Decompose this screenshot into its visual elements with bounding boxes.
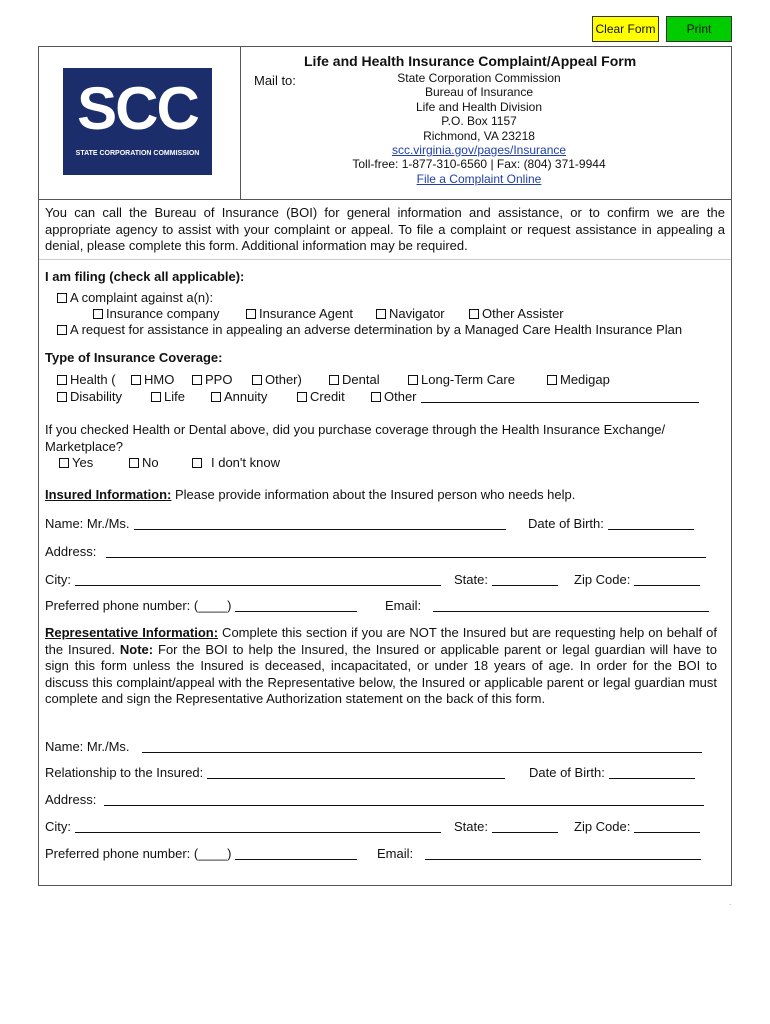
exchange-no-option: No: [129, 455, 159, 470]
filing-heading: I am filing (check all applicable):: [45, 269, 245, 284]
insured-name-row: Name: Mr./Ms.: [45, 516, 510, 531]
disability-checkbox[interactable]: [57, 392, 67, 402]
complaint-checkbox[interactable]: [57, 293, 67, 303]
address-line: P.O. Box 1157: [441, 114, 517, 129]
disability-option: Disability: [57, 389, 122, 404]
other-coverage-checkbox[interactable]: [371, 392, 381, 402]
logo-letters: SCC: [77, 75, 198, 142]
rep-phone-row: Preferred phone number: (____): [45, 846, 361, 861]
medigap-option: Medigap: [547, 372, 610, 387]
note-label: Note:: [119, 641, 154, 657]
insured-state-field[interactable]: [492, 573, 558, 586]
credit-checkbox[interactable]: [297, 392, 307, 402]
health-option: Health (: [57, 372, 116, 387]
medigap-checkbox[interactable]: [547, 375, 557, 385]
rep-dob-field[interactable]: [609, 766, 695, 779]
insurance-company-checkbox[interactable]: [93, 309, 103, 319]
insured-state-row: State:: [454, 572, 562, 587]
annuity-checkbox[interactable]: [211, 392, 221, 402]
insured-phone-row: Preferred phone number: (____): [45, 598, 361, 613]
representative-heading: Representative Information:: [45, 625, 219, 640]
appeal-checkbox[interactable]: [57, 325, 67, 335]
insured-heading-line: [45, 487, 575, 502]
representative-paragraph: Representative Information: Complete this section if you are NOT the Insured but are requesting help on behalf of the Insured. Note: For the BOI to help the Insured, the Insured or applicable parent or legal guardian will have to sign this form unless the Insured is deceased, incapacitated, or under 18 years of age. In order for the BOI to discuss this complaint/appeal with the Representative below, the Insured or applicable parent or legal guardian must complete and sign the Representative Authorization statement on the back of this form.: [45, 625, 717, 706]
long-term-care-option: Long-Term Care: [408, 372, 515, 387]
rep-email-field[interactable]: [425, 847, 701, 860]
exchange-question: If you checked Health or Dental above, did you purchase coverage through the Health Insurance Exchange/ Marketplace?: [45, 422, 666, 454]
life-option: Life: [151, 389, 185, 404]
rep-dob-row: Date of Birth:: [529, 765, 699, 780]
insured-city-field[interactable]: [75, 573, 441, 586]
insurance-company-option: Insurance company: [93, 306, 219, 321]
life-checkbox[interactable]: [151, 392, 161, 402]
address-line: Life and Health Division: [415, 99, 543, 114]
insured-dob-row: Date of Birth:: [528, 516, 698, 531]
logo-subtitle: STATE CORPORATION COMMISSION: [75, 150, 200, 157]
rep-zip-field[interactable]: [634, 820, 700, 833]
insured-dob-field[interactable]: [608, 517, 694, 530]
rep-state-row: State:: [454, 819, 562, 834]
insurance-agent-option: Insurance Agent: [246, 306, 353, 321]
health-other-option: Other): [252, 372, 302, 387]
form-title: Life and Health Insurance Complaint/Appeal Form: [304, 53, 637, 69]
dental-checkbox[interactable]: [329, 375, 339, 385]
exchange-dont-know-checkbox[interactable]: [192, 458, 202, 468]
insured-description: Please provide information about the Insured person who needs help.: [171, 487, 576, 502]
other-assister-option: Other Assister: [469, 306, 564, 321]
address-line: Bureau of Insurance: [424, 85, 534, 100]
insured-name-field[interactable]: [134, 517, 506, 530]
ppo-checkbox[interactable]: [192, 375, 202, 385]
insured-zip-row: Zip Code:: [574, 572, 704, 587]
intro-paragraph: You can call the Bureau of Insurance (BOI) for general information and assistance, or to confirm we are the appropriate agency to assist with your complaint or appeal. To file a complaint or request assistance in appealing a denial, please complete this form. Additional information may be required.: [45, 205, 725, 253]
hmo-checkbox[interactable]: [131, 375, 141, 385]
complaint-option: A complaint against a(n):: [57, 290, 213, 305]
phone-fax: Toll-free: 1-877-310-6560 | Fax: (804) 371-9944: [352, 157, 606, 172]
scc-logo: [63, 68, 212, 175]
exchange-no-checkbox[interactable]: [129, 458, 139, 468]
insured-email-field[interactable]: [433, 599, 709, 612]
insurance-agent-checkbox[interactable]: [246, 309, 256, 319]
rep-zip-row: Zip Code:: [574, 819, 704, 834]
rep-address-row: Address:: [45, 792, 708, 807]
credit-option: Credit: [297, 389, 345, 404]
insured-address-field[interactable]: [106, 545, 706, 558]
annuity-option: Annuity: [211, 389, 267, 404]
rep-state-field[interactable]: [492, 820, 558, 833]
coverage-heading: Type of Insurance Coverage:: [45, 350, 223, 365]
appeal-option: A request for assistance in appealing an adverse determination by a Managed Care Health Insurance Plan: [57, 322, 682, 337]
rep-city-row: City:: [45, 819, 445, 834]
print-button[interactable]: Print: [666, 16, 732, 42]
insured-city-row: City:: [45, 572, 445, 587]
health-checkbox[interactable]: [57, 375, 67, 385]
other-assister-checkbox[interactable]: [469, 309, 479, 319]
hmo-option: HMO: [131, 372, 174, 387]
rep-email-row: Email:: [377, 846, 705, 861]
clear-form-button[interactable]: Clear Form: [592, 16, 659, 42]
address-line: State Corporation Commission: [397, 71, 561, 85]
other-coverage-option: Other: [371, 389, 703, 404]
mailing-address: [339, 71, 619, 186]
website-link[interactable]: scc.virginia.gov/pages/Insurance: [391, 143, 567, 158]
divider: [39, 259, 731, 260]
insured-email-row: Email:: [385, 598, 713, 613]
health-other-checkbox[interactable]: [252, 375, 262, 385]
exchange-dont-know-option: I don't know: [192, 455, 280, 470]
file-complaint-online-link[interactable]: File a Complaint Online: [416, 171, 542, 186]
rep-relationship-row: Relationship to the Insured:: [45, 765, 509, 780]
mail-to-label: Mail to:: [254, 73, 296, 88]
navigator-checkbox[interactable]: [376, 309, 386, 319]
rep-city-field[interactable]: [75, 820, 441, 833]
rep-phone-field[interactable]: [235, 847, 357, 860]
long-term-care-checkbox[interactable]: [408, 375, 418, 385]
address-line: Richmond, VA 23218: [423, 128, 535, 143]
insured-zip-field[interactable]: [634, 573, 700, 586]
ppo-option: PPO: [192, 372, 232, 387]
exchange-yes-checkbox[interactable]: [59, 458, 69, 468]
page-mark: .: [729, 898, 732, 907]
other-coverage-field[interactable]: [421, 390, 699, 403]
insured-address-row: Address:: [45, 544, 710, 559]
insured-phone-field[interactable]: [235, 599, 357, 612]
rep-name-field[interactable]: [142, 740, 702, 753]
rep-relationship-field[interactable]: [207, 766, 505, 779]
dental-option: Dental: [329, 372, 380, 387]
rep-name-row: Name: Mr./Ms.: [45, 739, 706, 754]
logo-cell: [39, 47, 241, 199]
rep-address-field[interactable]: [104, 793, 704, 806]
navigator-option: Navigator: [376, 306, 445, 321]
exchange-yes-option: Yes: [59, 455, 93, 470]
complaint-form: [38, 46, 732, 886]
insured-heading: Insured Information:: [45, 487, 172, 502]
form-header: [39, 47, 731, 200]
